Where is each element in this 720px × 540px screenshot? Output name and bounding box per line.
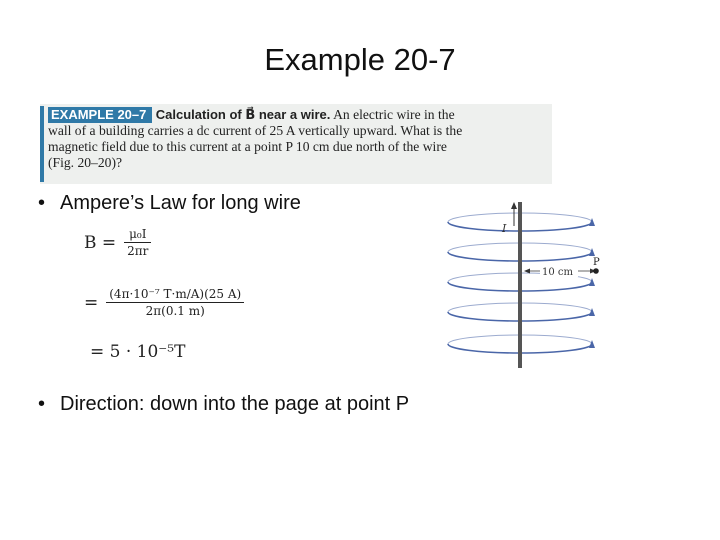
bullet-direction: [38, 393, 409, 416]
fraction-denominator: 2π(0.1 m): [145, 304, 205, 318]
excerpt-line-1-rest: An electric wire in the: [333, 107, 455, 122]
excerpt-line-4: (Fig. 20–20)?: [48, 155, 123, 170]
example-badge: EXAMPLE 20–7: [48, 107, 152, 123]
fraction: [124, 226, 151, 259]
field-line-arrowhead: [589, 248, 595, 256]
equation-result: = 5 · 10⁻⁵T: [90, 342, 186, 362]
fraction-numerator: (4π·10⁻⁷ T·m/A)(25 A): [106, 286, 244, 303]
field-line-arrowhead: [589, 278, 595, 286]
equation-b-formula: [84, 226, 151, 259]
equation-lhs: B =: [84, 232, 117, 253]
bullet-ampere-law: [38, 192, 301, 215]
example-title: Calculation of B⃗ near a wire.: [155, 107, 331, 122]
fraction: [106, 286, 244, 319]
fraction-denominator: 2πr: [127, 244, 149, 258]
field-line-arrowhead: [589, 308, 595, 316]
excerpt-line-3: magnetic field due to this current at a point P 10 cm due north of the wire: [48, 139, 447, 154]
excerpt-line-1: [48, 107, 548, 123]
bullet-symbol: •: [38, 393, 46, 415]
bullet-symbol: •: [38, 192, 46, 214]
wire-field-figure: [440, 196, 610, 381]
field-line-arrowhead: [589, 218, 595, 226]
field-line-arrowhead: [589, 340, 595, 348]
equation-lhs: =: [84, 292, 99, 313]
bullet-text: Direction: down into the page at point P: [60, 393, 410, 415]
equation-substitution: [84, 286, 244, 319]
current-label: I: [502, 222, 507, 235]
bullet-text: Ampere’s Law for long wire: [60, 192, 301, 214]
excerpt-accent-bar: [40, 106, 44, 182]
textbook-excerpt: [40, 104, 552, 184]
excerpt-text: [48, 107, 548, 171]
point-p: [593, 268, 599, 274]
distance-label: 10 cm: [542, 267, 573, 278]
fraction-numerator: μ₀I: [124, 226, 151, 243]
excerpt-line-2: wall of a building carries a dc current of 25 A vertically upward. What is the: [48, 123, 463, 138]
slide-title: Example 20-7: [264, 42, 456, 77]
field-lines-diagram: [440, 196, 610, 376]
current-arrowhead: [511, 202, 517, 209]
point-p-label: P: [593, 257, 600, 268]
